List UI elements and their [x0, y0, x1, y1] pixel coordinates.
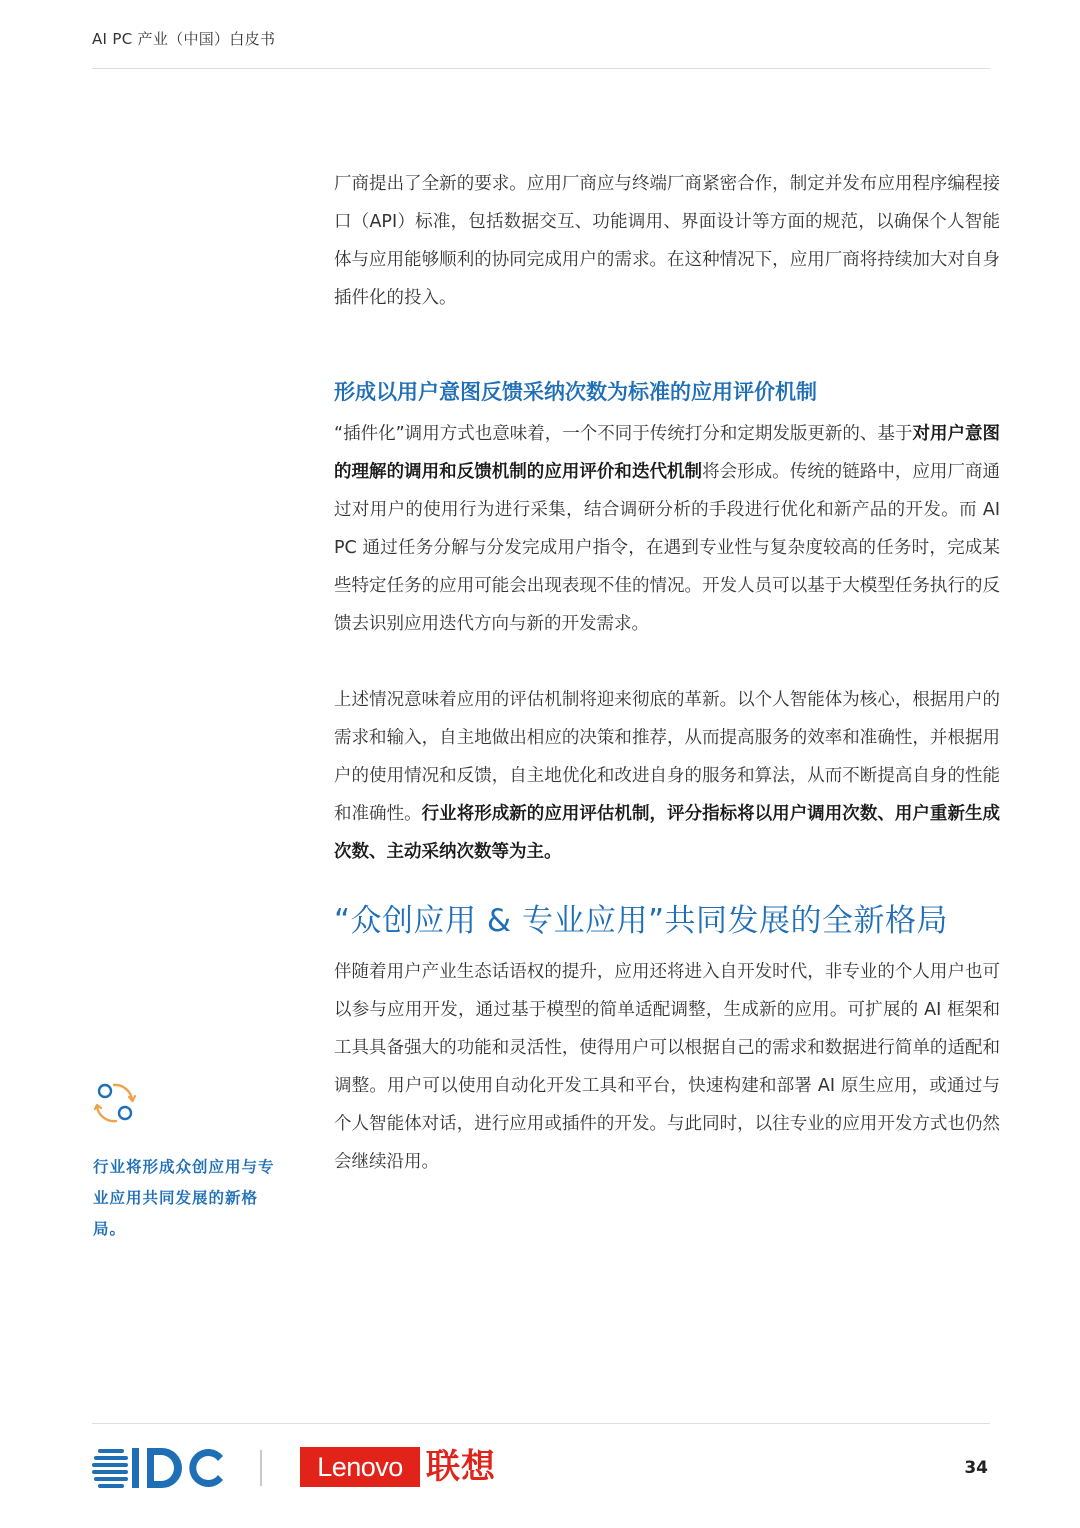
evaluation-paragraph-2 [334, 681, 1000, 871]
idc-logo [92, 1444, 227, 1490]
bold-text-run: 行业将形成新的应用评估机制，评分指标将以用户调用次数、用户重新生成次数、主动采纳次数等为主。 [334, 804, 1001, 862]
text-run: “插件化”调用方式也意味着，一个不同于传统打分和定期发版更新的、基于 [334, 424, 913, 444]
sidebar-callout: 行业将形成众创应用与专业应用共同发展的新格局。 [93, 1158, 275, 1238]
header-divider [92, 68, 990, 69]
crowd-development-paragraph: 伴随着用户产业生态话语权的提升，应用还将进入自开发时代，非专业的个人用户也可以参与应用开发，通过基于模型的简单适配调整，生成新的应用。可扩展的 AI 框架和工具具备强大的功能和灵活性，使得用户可以根据自己的需求和数据进行简单的适配和调整。用户可以使用自动化开发工具和平台，快速构建和部署 AI 原生应用，或通过与个人智能体对话，进行应用或插件的开发。与此同时，以往专业的应用开发方式也仍然会继续沿用。 [334, 962, 1000, 1172]
evaluation-paragraph-1 [334, 415, 1000, 643]
main-content [334, 165, 1000, 1181]
text-run: 将会形成。传统的链路中，应用厂商通过对用户的使用行为进行采集，结合调研分析的手段进行优化和新产品的开发。而 AI PC 通过任务分解与分发完成用户指令，在遇到专业性与复杂度较高的任务时，完成某些特定任务的应用可能会出现表现不佳的情况。开发人员可以基于大模型任务执行的反馈去识别应用迭代方向与新的开发需求。 [334, 462, 1001, 634]
cycle-icon [92, 1080, 138, 1126]
bold-text-run: 对用户意图的理解的调用和反馈机制的应用评价和迭代机制 [334, 424, 1000, 482]
text-run: 上述情况意味着应用的评估机制将迎来彻底的革新。以个人智能体为核心，根据用户的需求和输入，自主地做出相应的决策和推荐，从而提高服务的效率和准确性，并根据用户的使用情况和反馈，自主地优化和改进自身的服务和算法，从而不断提高自身的性能和准确性。 [334, 690, 1000, 824]
intro-paragraph: 厂商提出了全新的要求。应用厂商应与终端厂商紧密合作，制定并发布应用程序编程接口（API）标准，包括数据交互、功能调用、界面设计等方面的规范，以确保个人智能体与应用能够顺利的协同完成用户的需求。在这种情况下，应用厂商将持续加大对自身插件化的投入。 [334, 174, 1000, 308]
lenovo-chinese-logo: 联想 [426, 1447, 496, 1487]
document-header-title: AI PC 产业（中国）白皮书 [92, 30, 276, 48]
section-subheading: 形成以用户意图反馈采纳次数为标准的应用评价机制 [334, 380, 817, 404]
section-heading: “众创应用 & 专业应用”共同发展的全新格局 [334, 903, 948, 939]
footer-divider [92, 1423, 990, 1424]
lenovo-logo: Lenovo [300, 1447, 420, 1487]
page-number: 34 [964, 1458, 988, 1478]
logo-divider [260, 1450, 262, 1486]
